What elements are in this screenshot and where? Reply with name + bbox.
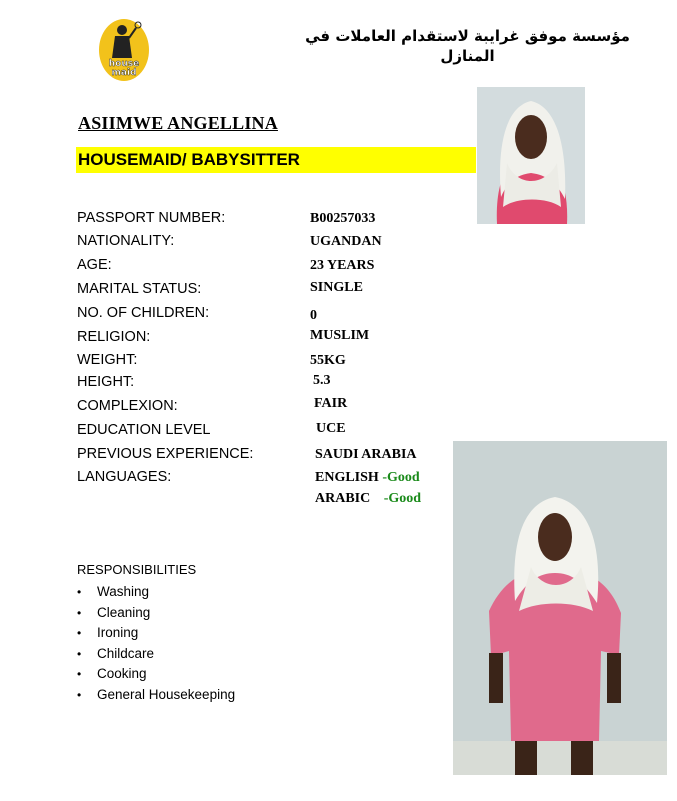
detail-row-complexion [77,398,447,420]
detail-label: MARITAL STATUS: [77,281,202,297]
detail-label: PASSPORT NUMBER: [77,210,226,226]
detail-value: MUSLIM [310,328,370,343]
detail-label: AGE: [77,257,112,273]
list-item: • Washing [77,582,235,603]
detail-value: FAIR [314,396,348,411]
bullet-icon: • [77,605,82,620]
responsibilities-title: RESPONSIBILITIES [77,562,197,577]
detail-row-children [77,305,447,327]
detail-value [315,470,420,486]
detail-label: COMPLEXION: [77,398,178,414]
bullet-icon: • [77,585,82,599]
detail-label: NO. OF CHILDREN: [77,305,210,321]
detail-value: SAUDI ARABIA [315,447,417,462]
list-item: • Ironing [77,623,235,644]
language-arabic-level: -Good [383,491,422,506]
candidate-name: ASIIMWE ANGELLINA [78,113,278,133]
detail-value [315,491,421,507]
detail-label: NATIONALITY: [77,233,175,249]
detail-value: SINGLE [310,280,363,295]
detail-label: WEIGHT: [77,352,138,368]
company-arabic-title: مؤسسة موفق غرايبة لاستقدام العاملات في المنازل [305,27,630,65]
bullet-icon: • [77,646,82,661]
detail-value: 23 YEARS [310,258,375,273]
detail-value: UCE [316,421,346,436]
company-logo [98,14,150,82]
detail-row-passport [77,210,447,232]
language-english: ENGLISH [315,470,379,485]
detail-value: 55KG [310,353,346,368]
detail-row-age [77,257,447,279]
detail-row-experience [77,446,447,468]
full-body-photo [453,441,667,775]
detail-label: EDUCATION LEVEL [77,422,211,438]
responsibilities-list [77,582,235,706]
candidate-position: HOUSEMAID/ BABYSITTER [76,147,476,173]
detail-row-height [77,374,447,396]
detail-row-religion [77,329,447,351]
detail-value: UGANDAN [310,234,382,249]
detail-row-languages-extra [77,490,447,512]
detail-label: PREVIOUS EXPERIENCE: [77,446,254,462]
detail-row-nationality [77,233,447,255]
detail-row-languages [77,469,447,491]
detail-label: LANGUAGES: [77,469,172,485]
bullet-icon: • [77,667,82,682]
logo-text-top: house [108,59,140,69]
logo-text-bottom: maid [111,68,137,78]
detail-label: RELIGION: [77,329,151,345]
detail-row-education [77,422,447,444]
list-item: • Cleaning [77,603,235,624]
language-english-level: -Good [382,470,420,485]
bullet-icon: • [77,687,82,702]
language-arabic: ARABIC [315,491,371,506]
portrait-photo [477,87,585,224]
list-item: • Childcare [77,644,235,665]
detail-label: HEIGHT: [77,374,135,390]
detail-row-marital-status [77,281,447,303]
detail-row-weight [77,352,447,374]
detail-value: 5.3 [313,373,331,388]
detail-value: B00257033 [310,211,376,226]
list-item: • General Housekeeping [77,685,235,706]
detail-value: 0 [310,308,317,323]
list-item: • Cooking [77,664,235,685]
bullet-icon: • [77,626,82,641]
